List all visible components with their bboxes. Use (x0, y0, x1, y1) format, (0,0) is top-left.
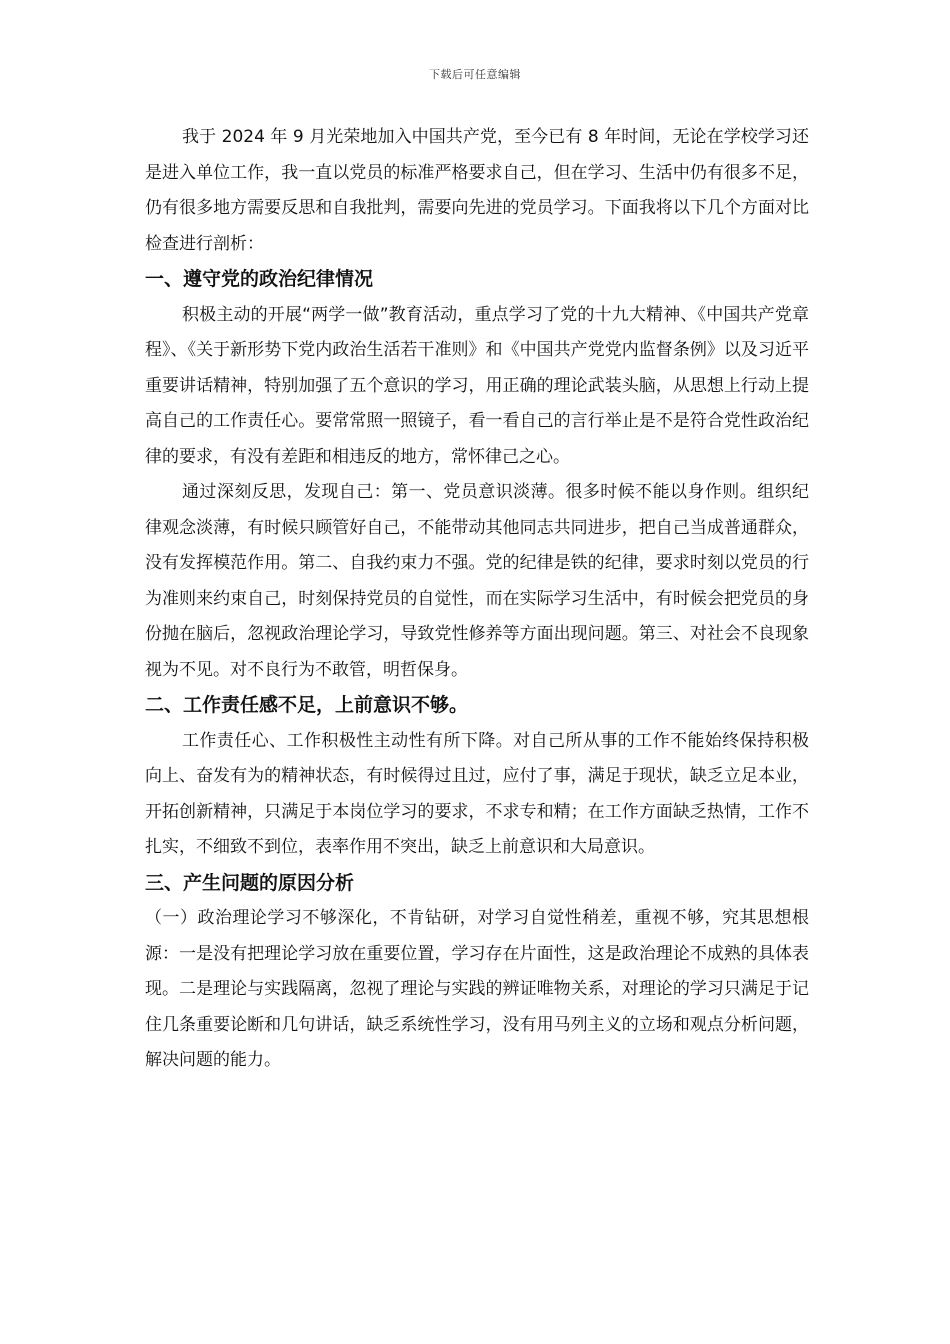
section-heading-political-discipline: 一、遵守党的政治纪律情况 (145, 268, 374, 290)
section-heading-work-responsibility: 二、工作责任感不足，上前意识不够。 (145, 694, 469, 716)
section3-paragraph-1: （一）政治理论学习不够深化，不肯钻研，对学习自觉性稍差，重视不够，究其思想根源：一是没有把理论学习放在重要位置，学习存在片面性，这是政治理论不成熟的具体表现。二是理论与实践隔离，忽视了理论与实践的辨证唯物关系，对理论的学习只满足于记住几条重要论断和几句讲话，缺乏系统性学习，没有用马列主义的立场和观点分析问题，解决问题的能力。 (145, 908, 809, 1070)
section-heading-cause-analysis: 三、产生问题的原因分析 (145, 871, 355, 894)
page-header: 下载后可任意编辑 (429, 68, 521, 81)
document-body (145, 120, 809, 1079)
section2-paragraph-1: 工作责任心、工作积极性主动性有所下降。对自己所从事的工作不能始终保持积极向上、奋发有为的精神状态，有时候得过且过，应付了事，满足于现状，缺乏立足本业，开拓创新精神，只满足于本岗位学习的要求，不求专和精；在工作方面缺乏热情，工作不扎实，不细致不到位，表率作用不突出，缺乏上前意识和大局意识。 (145, 730, 809, 857)
section1-paragraph-1: 积极主动的开展“两学一做”教育活动，重点学习了党的十九大精神、《中国共产党章程》、《关于新形势下党内政治生活若干准则》和《中国共产党党内监督条例》以及习近平重要讲话精神，特别加强了五个意识的学习，用正确的理论武装头脑，从思想上行动上提高自己的工作责任心。要常常照一照镜子，看一看自己的言行举止是不是符合党性政治纪律的要求，有没有差距和相违反的地方，常怀律己之心。 (145, 304, 809, 467)
intro-paragraph: 我于 2024 年 9 月光荣地加入中国共产党，至今已有 8 年时间，无论在学校学习还是进入单位工作，我一直以党员的标准严格要求自己，但在学习、生活中仍有很多不足，仍有很多地方需要反思和自我批判，需要向先进的党员学习。下面我将以下几个方面对比检查进行剖析： (145, 127, 809, 254)
section1-paragraph-2: 通过深刻反思，发现自己：第一、党员意识淡薄。很多时候不能以身作则。组织纪律观念淡薄，有时候只顾管好自己，不能带动其他同志共同进步，把自己当成普通群众，没有发挥模范作用。第二、自我约束力不强。党的纪律是铁的纪律，要求时刻以党员的行为准则来约束自己，时刻保持党员的自觉性，而在实际学习生活中，有时候会把党员的身份抛在脑后，忽视政治理论学习，导致党性修养等方面出现问题。第三、对社会不良现象视为不见。对不良行为不敢管，明哲保身。 (145, 482, 809, 680)
